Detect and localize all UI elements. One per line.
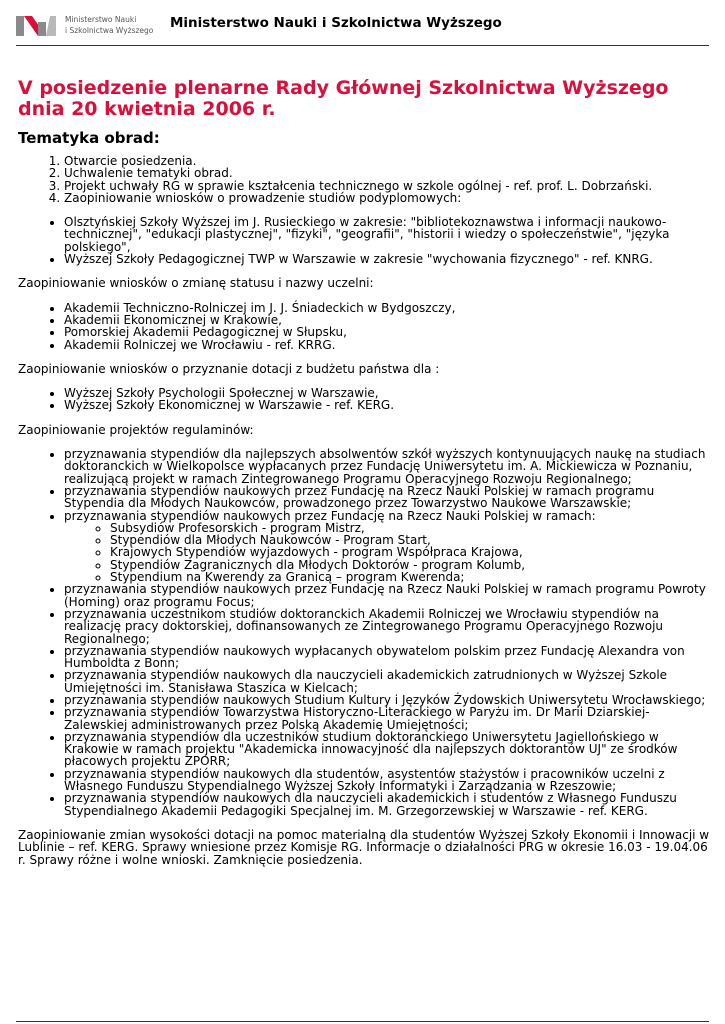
list-item: • przyznawania stypendiów dla najlepszych absolwentów szkół wyższych kontynuujących naukę na studiach doktoranckich w Wielkopolsce wypłacanych przez Fundację Uniwersytetu im. A. Mickiewicza w Poznaniu, realizującą projekt w ramach Zintegrowanego Programu Operacyjnego Rozwoju Regionalnego; [64,448,710,485]
main-content [18,78,710,866]
list-item: • przyznawania stypendiów naukowych dla studentów, asystentów stażystów i pracowników uczelni z Własnego Funduszu Stypendialnego Wyższej Szkoły Informatyki i Zarządzania w Rzeszowie; [64,768,710,793]
header-divider [16,45,709,46]
list-item: • Akademii Techniczno-Rolniczej im J. J. Śniadeckich w Bydgoszczy, [64,302,710,314]
sublist-item: ◦ Krajowych Stypendiów wyjazdowych - program Współpraca Krajowa, [110,546,710,558]
list-item: • Akademii Ekonomicznej w Krakowie, [64,314,710,326]
grants-list [18,387,710,412]
agenda-heading: Tematyka obrad: [18,129,160,147]
sublist-item: ◦ Stypendiów dla Młodych Naukowców - Program Start, [110,534,710,546]
list-item [64,510,710,584]
list-item: • przyznawania stypendiów naukowych wypłacanych obywatelom polskim przez Fundację Alexandra von Humboldta z Bonn; [64,645,710,670]
grants-intro: Zaopiniowanie wniosków o przyznanie dotacji z budżetu państwa dla : [18,361,440,376]
agenda-item: 3. Projekt uchwały RG w sprawie kształcenia technicznego w szkole ogólnej - ref. prof. L. Dobrzański. [64,180,710,192]
closing-paragraph: Zaopiniowanie zmian wysokości dotacji na pomoc materialną dla studentów Wyższej Szkoły Ekonomii i Innowacji w Lublinie – ref. KERG. Sprawy wniesione przez Komisje RG. Informacje o działalności PRG w okresie 16.03 - 19.04.06 r. Sprawy różne i wolne wnioski. Zamknięcie posiedzenia. [18,827,710,867]
list-item: • przyznawania stypendiów naukowych Studium Kultury i Języków Żydowskich Uniwersytetu Wrocławskiego; [64,694,710,706]
regs-sublist [64,522,710,583]
list-item: • Pomorskiej Akademii Pedagogicznej w Słupsku, [64,326,710,338]
list-item: • Akademii Rolniczej we Wrocławiu - ref. KRRG. [64,339,710,351]
footer-divider [16,1021,709,1022]
logo-line-2: i Szkolnictwa Wyższego [65,26,154,35]
logo-line-1: Ministerstwo Nauki [65,15,137,24]
logo-text [65,14,153,36]
agenda-item: 4. Zaopiniowanie wniosków o prowadzenie studiów podyplomowych: [64,192,710,204]
list-item: • przyznawania stypendiów naukowych przez Fundację na Rzecz Nauki Polskiej w ramach programu Stypendia dla Młodych Naukowców, prowadzonego przez Towarzystwo Naukowe Warszawskie; [64,485,710,510]
list-item: • przyznawania stypendiów naukowych przez Fundację na Rzecz Nauki Polskiej w ramach programu Powroty (Homing) oraz programu Focus; [64,583,710,608]
list-item: • Wyższej Szkoły Psychologii Społecznej w Warszawie, [64,387,710,399]
header-title: Ministerstwo Nauki i Szkolnictwa Wyższego [170,15,502,31]
sublist-item: ◦ Stypendium na Kwerendy za Granicą – program Kwerenda; [110,571,710,583]
page-header [0,0,725,46]
postgrad-list [18,216,710,265]
ministry-logo-icon [16,16,56,36]
list-item: • przyznawania stypendiów dla uczestników studium doktoranckiego Uniwersytetu Jagiellońskiego w Krakowie w ramach projektu "Akademicka innowacyjność dla najlepszych doktorantów UJ" ze środków płacowych projektu ZPORR; [64,731,710,768]
list-item-text: przyznawania stypendiów naukowych przez Fundację na Rzecz Nauki Polskiej w ramach: [64,508,596,523]
status-intro: Zaopiniowanie wniosków o zmianę statusu i nazwy uczelni: [18,276,374,291]
list-item: • Wyższej Szkoły Pedagogicznej TWP w Warszawie w zakresie "wychowania fizycznego" - ref. KNRG. [64,253,710,265]
list-item: • przyznawania stypendiów naukowych dla nauczycieli akademickich i studentów z Własnego Funduszu Stypendialnego Akademii Pedagogiki Specjalnej im. M. Grzegorzewskiej w Warszawie - ref. KERG. [64,792,710,817]
agenda-item: 1. Otwarcie posiedzenia. [64,155,710,167]
regs-intro: Zaopiniowanie projektów regulaminów: [18,422,254,437]
list-item: • przyznawania stypendiów Towarzystwa Historyczno-Literackiego w Paryżu im. Dr Marii Dziarskiej-Zalewskiej administrowanych przez Polską Akademię Umiejętności; [64,706,710,731]
list-item: • Olsztyńskiej Szkoły Wyższej im J. Rusieckiego w zakresie: "bibliotekoznawstwa i informacji naukowo-technicznej", "edukacji plastycznej", "fizyki", "geografii", "historii i wiedzy o społeczeństwie", "języka polskiego", [64,216,710,253]
ministry-logo[interactable] [16,14,161,42]
agenda-item: 2. Uchwalenie tematyki obrad. [64,167,710,179]
agenda-list [18,155,710,204]
page-title: V posiedzenie plenarne Rady Głównej Szkolnictwa Wyższego dnia 20 kwietnia 2006 r. [18,77,669,120]
list-item: • przyznawania uczestnikom studiów doktoranckich Akademii Rolniczej we Wrocławiu stypendiów na realizację pracy doktorskiej, dofinansowanych ze Zintegrowanego Programu Operacyjnego Rozwoju Regionalnego; [64,608,710,645]
list-item: • przyznawania stypendiów naukowych dla nauczycieli akademickich zatrudnionych w Wyższej Szkole Umiejętności im. Stanisława Staszica w Kielcach; [64,669,710,694]
sublist-item: ◦ Stypendiów Zagranicznych dla Młodych Doktorów - program Kolumb, [110,559,710,571]
status-list [18,302,710,351]
sublist-item: ◦ Subsydiów Profesorskich - program Mistrz, [110,522,710,534]
regs-list [18,448,710,817]
list-item: • Wyższej Szkoły Ekonomicznej w Warszawie - ref. KERG. [64,399,710,411]
